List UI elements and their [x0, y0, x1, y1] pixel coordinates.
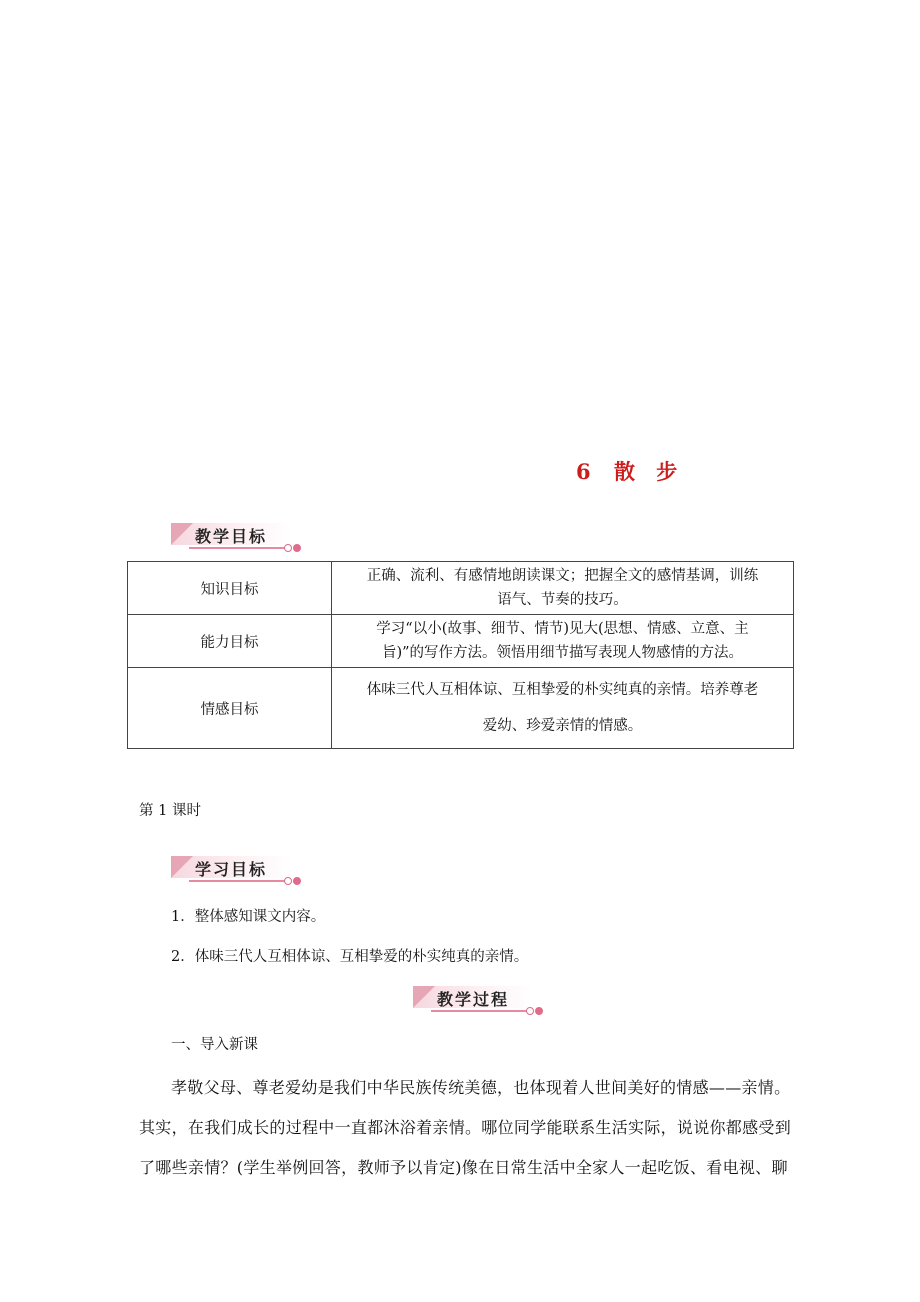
goal-line: 旨)”的写作方法。领悟用细节描写表现人物感情的方法。 [381, 645, 744, 661]
title-word-2: 步 [656, 459, 680, 484]
teaching-process-badge [413, 986, 543, 1016]
section-heading: 一、导入新课 [171, 1037, 258, 1053]
badge-dot-filled [293, 877, 301, 885]
goal-label: 能力目标 [128, 615, 332, 668]
goal-label: 知识目标 [128, 562, 332, 615]
paragraph-line: 了哪些亲情？(学生举例回答，教师予以肯定)像在日常生活中全家人一起吃饭、看电视、聊 [139, 1158, 788, 1177]
learning-goals-heading: 学习目标 [195, 860, 268, 879]
paragraph-line: 孝敬父母、尊老爱幼是我们中华民族传统美德，也体现着人世间美好的情感——亲情。 [171, 1078, 791, 1097]
badge-underline [431, 1010, 531, 1012]
table-row [128, 668, 794, 749]
goal-line: 体味三代人互相体谅、互相挚爱的朴实纯真的亲情。培养尊老 [366, 682, 759, 698]
lesson-number: 6 [576, 459, 593, 484]
badge-dot-hollow [284, 877, 292, 885]
table-row [128, 615, 794, 668]
badge-corner [171, 523, 193, 545]
badge-dot-hollow [284, 544, 292, 552]
lesson-period: 第 1 课时 [139, 803, 201, 819]
teaching-goals-heading: 教学目标 [195, 527, 268, 546]
goal-line: 学习“以小(故事、细节、情节)见大(思想、情感、立意、主 [376, 621, 749, 637]
teaching-process-heading: 教学过程 [437, 990, 510, 1009]
badge-corner [171, 856, 193, 878]
paragraph-line: 其实，在我们成长的过程中一直都沐浴着亲情。哪位同学能联系生活实际，说说你都感受到 [139, 1118, 792, 1137]
goal-line: 爱幼、珍爱亲情的情感。 [482, 718, 643, 734]
badge-dot-filled [293, 544, 301, 552]
goal-description [332, 562, 794, 615]
learning-goal-item: 1．整体感知课文内容。 [171, 909, 326, 925]
learning-goal-item: 2．体味三代人互相体谅、互相挚爱的朴实纯真的亲情。 [171, 949, 529, 965]
table-row [128, 562, 794, 615]
goals-table [127, 561, 794, 749]
goal-description [332, 668, 794, 749]
page-title [576, 456, 679, 486]
goal-line: 语气、节奏的技巧。 [497, 592, 628, 608]
goal-line: 正确、流利、有感情地朗读课文；把握全文的感情基调，训练 [366, 568, 759, 584]
badge-dot-hollow [526, 1007, 534, 1015]
title-word-1: 散 [613, 459, 637, 484]
badge-underline [189, 880, 289, 882]
badge-corner [413, 986, 435, 1008]
teaching-goals-badge [171, 523, 301, 553]
goal-description [332, 615, 794, 668]
learning-goals-badge [171, 856, 301, 886]
goal-label: 情感目标 [128, 668, 332, 749]
badge-underline [189, 547, 289, 549]
badge-dot-filled [535, 1007, 543, 1015]
